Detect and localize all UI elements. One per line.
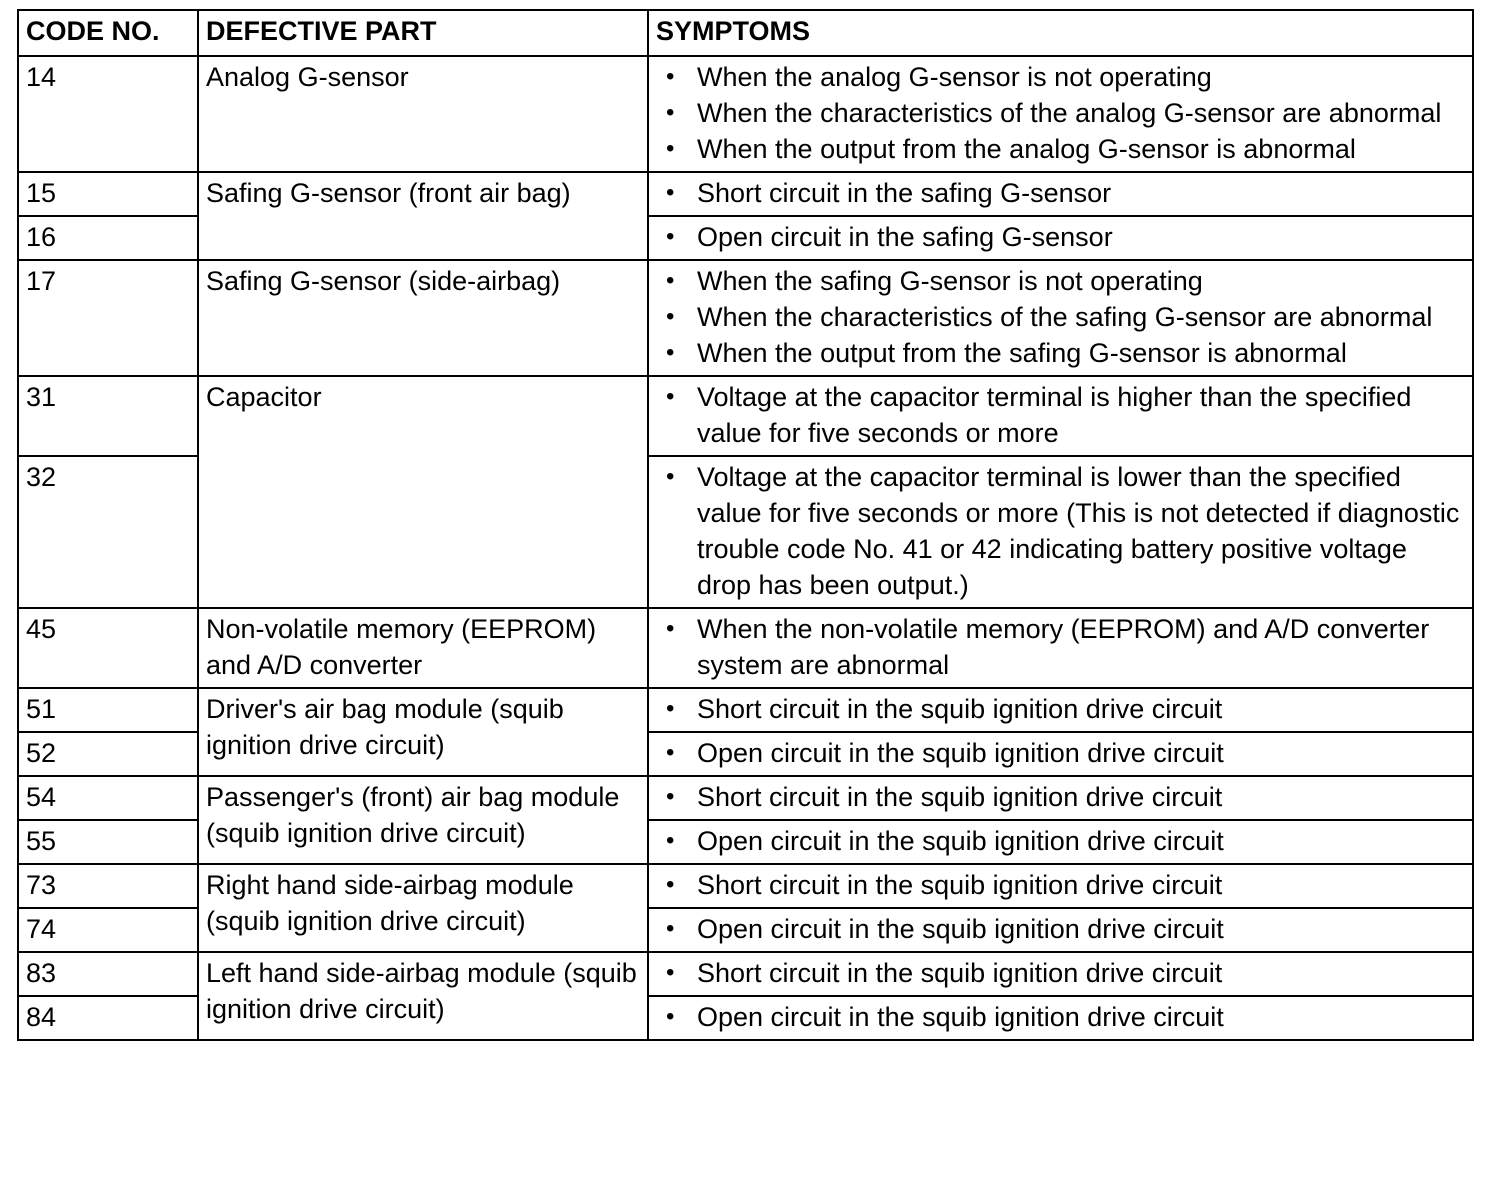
- symptom-item: • When the characteristics of the safing G-sensor are abnormal: [697, 299, 1466, 335]
- symptom-item: • Voltage at the capacitor terminal is lower than the specified value for five seconds or more (This is not detected if diagnostic trouble code No. 41 or 42 indicating battery positive voltage drop has been output.): [697, 459, 1466, 603]
- symptom-list: [656, 175, 1466, 211]
- symptom-item: • When the safing G-sensor is not operating: [697, 263, 1466, 299]
- table-row: [18, 776, 1473, 820]
- code-cell: 17: [18, 260, 198, 376]
- header-defective-part: DEFECTIVE PART: [198, 10, 648, 56]
- table-row: [18, 56, 1473, 172]
- diagnostic-code-table: [17, 9, 1474, 1041]
- symptoms-cell: [648, 864, 1473, 908]
- table-row: [18, 864, 1473, 908]
- code-cell: 31: [18, 376, 198, 456]
- symptom-list: [656, 911, 1466, 947]
- table-row: [18, 952, 1473, 996]
- table-row: [18, 260, 1473, 376]
- symptom-list: [656, 263, 1466, 371]
- symptom-list: [656, 823, 1466, 859]
- symptom-list: [656, 219, 1466, 255]
- code-cell: 55: [18, 820, 198, 864]
- symptoms-cell: [648, 776, 1473, 820]
- symptoms-cell: [648, 376, 1473, 456]
- symptom-list: [656, 999, 1466, 1035]
- symptom-list: [656, 779, 1466, 815]
- symptom-item: • Open circuit in the squib ignition drive circuit: [697, 735, 1466, 771]
- symptoms-cell: [648, 260, 1473, 376]
- symptom-item: • Open circuit in the squib ignition drive circuit: [697, 823, 1466, 859]
- header-symptoms: SYMPTOMS: [648, 10, 1473, 56]
- code-cell: 16: [18, 216, 198, 260]
- symptom-list: [656, 691, 1466, 727]
- part-cell: Right hand side-airbag module (squib ignition drive circuit): [198, 864, 648, 952]
- symptoms-cell: [648, 908, 1473, 952]
- symptoms-cell: [648, 820, 1473, 864]
- symptoms-cell: [648, 952, 1473, 996]
- symptom-item: • Short circuit in the squib ignition drive circuit: [697, 955, 1466, 991]
- code-cell: 15: [18, 172, 198, 216]
- part-cell: Left hand side-airbag module (squib ignition drive circuit): [198, 952, 648, 1040]
- symptom-list: [656, 955, 1466, 991]
- code-cell: 54: [18, 776, 198, 820]
- symptom-list: [656, 379, 1466, 451]
- symptom-list: [656, 459, 1466, 603]
- symptom-list: [656, 611, 1466, 683]
- part-cell: Passenger's (front) air bag module (squib ignition drive circuit): [198, 776, 648, 864]
- part-cell: Driver's air bag module (squib ignition drive circuit): [198, 688, 648, 776]
- symptom-list: [656, 867, 1466, 903]
- symptoms-cell: [648, 688, 1473, 732]
- symptoms-cell: [648, 732, 1473, 776]
- code-cell: 74: [18, 908, 198, 952]
- symptoms-cell: [648, 996, 1473, 1040]
- symptom-item: • When the output from the analog G-sensor is abnormal: [697, 131, 1466, 167]
- symptoms-cell: [648, 216, 1473, 260]
- symptom-item: • Short circuit in the squib ignition drive circuit: [697, 867, 1466, 903]
- symptom-item: • When the analog G-sensor is not operating: [697, 59, 1466, 95]
- header-code-no: CODE NO.: [18, 10, 198, 56]
- table-row: [18, 172, 1473, 216]
- symptoms-cell: [648, 172, 1473, 216]
- symptom-item: • When the output from the safing G-sensor is abnormal: [697, 335, 1466, 371]
- part-cell: Safing G-sensor (front air bag): [198, 172, 648, 260]
- symptom-item: • Short circuit in the squib ignition drive circuit: [697, 779, 1466, 815]
- part-cell: Analog G-sensor: [198, 56, 648, 172]
- symptoms-cell: [648, 608, 1473, 688]
- code-cell: 52: [18, 732, 198, 776]
- table-row: [18, 376, 1473, 456]
- symptom-item: • Voltage at the capacitor terminal is higher than the specified value for five seconds or more: [697, 379, 1466, 451]
- symptom-list: [656, 59, 1466, 167]
- symptom-list: [656, 735, 1466, 771]
- header-row: [18, 10, 1473, 56]
- code-cell: 51: [18, 688, 198, 732]
- table-row: [18, 688, 1473, 732]
- symptom-item: • Open circuit in the squib ignition drive circuit: [697, 999, 1466, 1035]
- code-cell: 83: [18, 952, 198, 996]
- table-row: [18, 608, 1473, 688]
- code-cell: 32: [18, 456, 198, 608]
- symptom-item: • Open circuit in the squib ignition drive circuit: [697, 911, 1466, 947]
- code-cell: 14: [18, 56, 198, 172]
- code-cell: 84: [18, 996, 198, 1040]
- code-cell: 73: [18, 864, 198, 908]
- symptoms-cell: [648, 56, 1473, 172]
- code-cell: 45: [18, 608, 198, 688]
- symptom-item: • Open circuit in the safing G-sensor: [697, 219, 1466, 255]
- symptom-item: • When the characteristics of the analog G-sensor are abnormal: [697, 95, 1466, 131]
- symptom-item: • Short circuit in the safing G-sensor: [697, 175, 1466, 211]
- part-cell: Safing G-sensor (side-airbag): [198, 260, 648, 376]
- symptoms-cell: [648, 456, 1473, 608]
- part-cell: Capacitor: [198, 376, 648, 608]
- symptom-item: • When the non-volatile memory (EEPROM) and A/D converter system are abnormal: [697, 611, 1466, 683]
- symptom-item: • Short circuit in the squib ignition drive circuit: [697, 691, 1466, 727]
- part-cell: Non-volatile memory (EEPROM) and A/D converter: [198, 608, 648, 688]
